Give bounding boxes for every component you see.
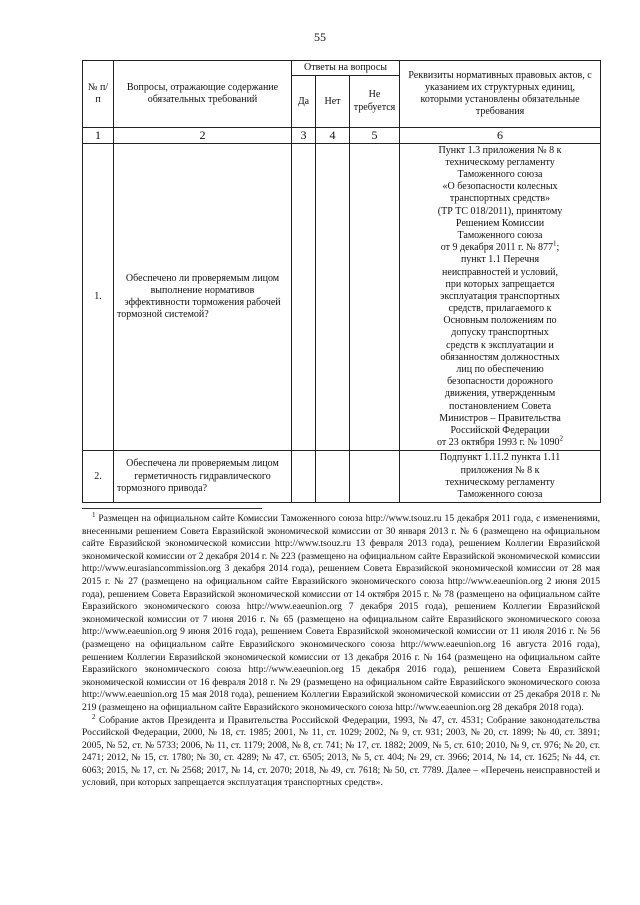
req-line: (ТР ТС 018/2011), принятому (437, 205, 563, 217)
req-line: постановлением Совета (449, 400, 552, 412)
req-line: Основным положениям по (443, 315, 557, 327)
req-line: техническому регламенту (445, 476, 555, 488)
footnote-text: Размещен на официальном сайте Комиссии Таможенного союза http://www.tsouz.ru 15 декабря 2011 года, с изменениями, внесенными решением Совета Евразийской экономической комиссии от 30 января 2013 г. № 6 (размещено на официальном сайте Евразийской экономической комиссии http://www.tsouz.ru 13 февраля 2013 года), решением Коллегии Евразийской экономической комиссии от 2 декабря 2014 г. № 223 (размещено на официальном сайте Евразийской экономической комиссии http://www.eurasiancommission.org 3 декабря 2014 года), решением Совета Евразийской экономической комиссии от 28 мая 2015 г. № 27 (размещено на официальном сайте Евразийского экономического союза http://www.eaeunion.org 2 июня 2015 года), решением Совета Евразийской экономической комиссии от 14 октября 2015 г. № 78 (размещено на официальном сайте Евразийского экономического союза http://www.eaeunion.org 7 декабря 2015 года), решением Коллегии Евразийской экономической комиссии от 7 июня 2016 г. № 65 (размещено на официальном сайте Евразийского экономического союза http://www.eaeunion.org 9 июня 2016 года), решением Совета Евразийской экономической комиссии от 11 июля 2016 г. № 56 (размещено на официальном сайте Евразийского экономического союза http://www.eaeunion.org 16 августа 2016 года), решением Коллегии Евразийской экономической комиссии от 13 декабря 2016 г. № 164 (размещено на официальном сайте Евразийского экономического союза http://www.eaeunion.org 15 декабря 2016 года), решением Совета Евразийской экономической комиссии от 16 февраля 2018 г. № 29 (размещено на официальном сайте Евразийского экономического союза http://www.eaeunion.org 15 мая 2018 года), решением Коллегии Евразийской экономической комиссии от 25 декабря 2018 г. № 219 (размещено на официальном сайте Евразийского экономического союза http://www.eaeunion.org 28 декабря 2018 года). (82, 513, 600, 713)
req-line: безопасности дорожного (447, 376, 553, 388)
footnote-1 (82, 510, 600, 715)
req-line: пункт 1.1 Перечня (460, 254, 540, 266)
requirements-table (82, 60, 601, 503)
req-line-with-footnote (403, 434, 597, 449)
column-number: 3 (292, 128, 316, 144)
header-questions: Вопросы, отражающие содержание обязательных требований (114, 61, 292, 128)
req-line: лиц по обеспечению (456, 364, 544, 375)
table-row (83, 451, 601, 503)
row-number: 2. (83, 451, 114, 503)
page-number: 55 (314, 30, 326, 44)
row-number: 1. (83, 143, 114, 451)
header-row (83, 61, 601, 76)
req-text: от 9 декабря 2011 г. № 877 (440, 242, 554, 254)
req-line: транспортных средств» (449, 193, 551, 205)
req-line: средств, прилагаемого к (448, 303, 552, 315)
row-requisites (400, 451, 601, 503)
req-line: неисправностей и условий, (442, 266, 559, 278)
req-line: Таможенного союза (457, 488, 543, 500)
req-line: Таможенного союза (457, 169, 543, 180)
header-answers-group: Ответы на вопросы (292, 61, 400, 76)
answer-not-required-cell (350, 451, 400, 503)
req-line: допуску транспортных (451, 327, 549, 339)
req-line: средств к эксплуатации и (446, 339, 554, 351)
row-question: Обеспечена ли проверяемым лицом герметичность гидравлического тормозного привода? (114, 451, 292, 503)
req-line: «О безопасности колесных (442, 181, 558, 193)
req-line: Российской Федерации (450, 424, 550, 436)
row-question: Обеспечено ли проверяемым лицом выполнение нормативов эффективности торможения рабочей тормозной системой? (114, 143, 292, 451)
req-punctuation: ; (556, 242, 560, 254)
req-line: эксплуатация транспортных (440, 290, 560, 302)
header-requisites: Реквизиты нормативных правовых актов, с указанием их структурных единиц, которыми установлены обязательные требования (400, 61, 601, 128)
footnote-ref-2: 2 (559, 434, 564, 443)
req-line: обязанностям должностных (440, 351, 560, 363)
req-line: техническому регламенту (445, 156, 555, 168)
req-line-with-footnote (403, 239, 597, 254)
answer-yes-cell (292, 143, 316, 451)
column-number: 4 (316, 128, 350, 144)
header-not-required: Не требуется (350, 76, 400, 128)
row-requisites (400, 143, 601, 451)
req-line: Подпункт 1.11.2 пункта 1.11 (439, 452, 561, 464)
req-line: при которых запрещается (445, 278, 555, 290)
footnote-divider (82, 508, 262, 509)
column-number: 5 (350, 128, 400, 144)
table-row (83, 143, 601, 451)
answer-not-required-cell (350, 143, 400, 451)
req-line: движения, утвержденным (444, 388, 556, 400)
header-num: № п/п (83, 61, 114, 128)
answer-no-cell (316, 143, 350, 451)
req-line: Решением Комиссии (455, 217, 545, 229)
req-text: от 23 октября 1993 г. № 1090 (437, 437, 560, 449)
column-number: 2 (114, 128, 292, 144)
footnote-2 (82, 712, 600, 791)
footnote-marker: 1 (92, 510, 96, 519)
answer-no-cell (316, 451, 350, 503)
column-number: 6 (400, 128, 601, 144)
column-number-row (83, 128, 601, 144)
header-yes: Да (292, 76, 316, 128)
req-line: Министров – Правительства (439, 412, 561, 424)
footnote-text: Собрание актов Президента и Правительства Российской Федерации, 1993, № 47, ст. 4531; Собрание законодательства Российской Федерации, 2000, № 18, ст. 1985; 2001, № 11, ст. 1029; 2002, № 9, ст. 931; 2003, № 20, ст. 1899; № 40, ст. 3891; 2005, № 52, ст. № 5733; 2006, № 11, ст. 1179; 2008, № 8, ст. 741; № 17, ст. 1882; 2009, № 5, ст. 610; 2010, № 9, ст. 976; № 20, ст. 2471; 2012, № 15, ст. 1780; № 30, ст. 4289; № 47, ст. 6505; 2013, № 5, ст. 404; № 29, ст. 3966; 2014, № 14, ст. 1625; № 44, ст. 6063; 2015, № 17, ст. № 2568; 2017, № 14, ст. 2070; 2018, № 49, ст. 7618; № 50, ст. 7789. Далее – «Перечень неисправностей и условий, при которых запрещается эксплуатация транспортных средств». (82, 714, 600, 789)
req-line: Таможенного союза (457, 229, 543, 241)
footnote-ref-1: 1 (553, 239, 557, 248)
column-number: 1 (83, 128, 114, 144)
footnotes (82, 510, 600, 790)
req-line: приложения № 8 к (460, 464, 540, 476)
header-no: Нет (316, 76, 350, 128)
answer-yes-cell (292, 451, 316, 503)
footnote-marker: 2 (92, 712, 96, 721)
req-line: Пункт 1.3 приложения № 8 к (438, 144, 562, 156)
